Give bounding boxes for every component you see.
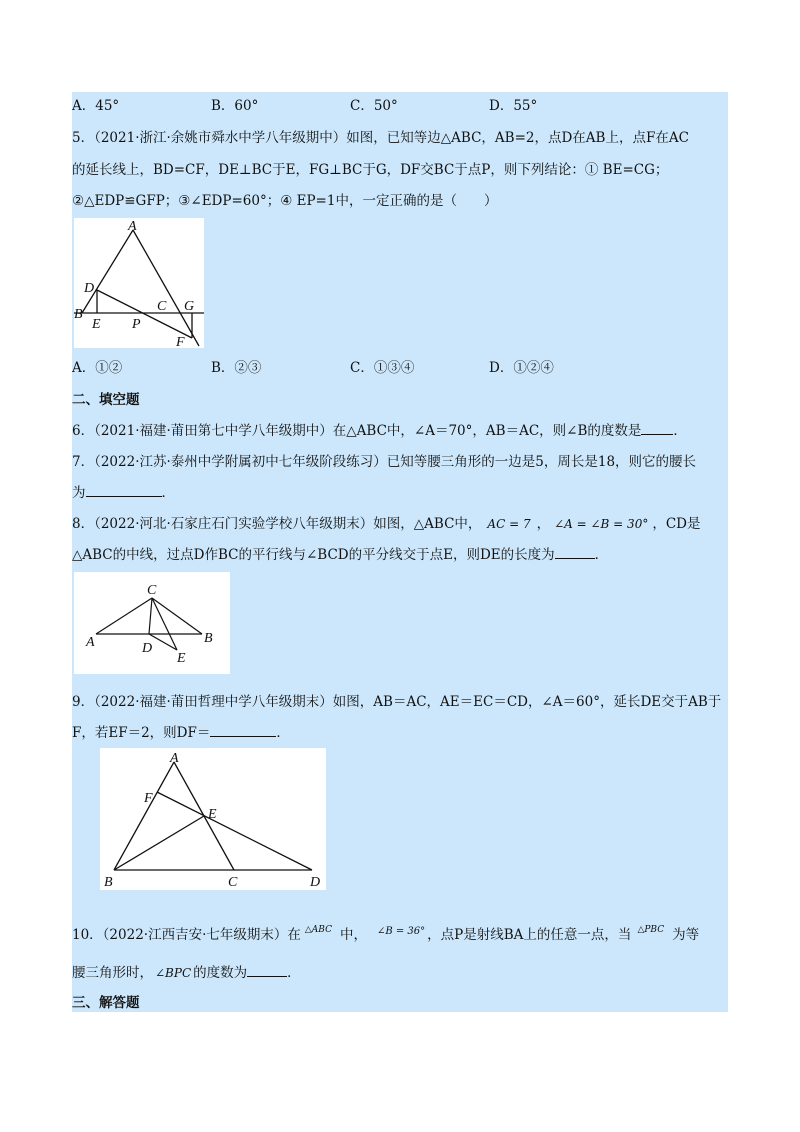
q6-text: 6．（2021·福建·莆田第七中学八年级期中）在△ABC中，∠A＝70°，AB＝AC，则∠B的度数是 — [72, 423, 642, 439]
q8-label-e: E — [177, 651, 186, 666]
q10-triangle-pbc: △PBC — [637, 925, 665, 935]
q8-label-d: D — [142, 641, 153, 656]
q9-label-b: B — [104, 875, 113, 890]
q9-label-a: A — [170, 751, 179, 766]
q10-angle-b: ∠B = 36° — [376, 926, 426, 937]
q5-line-1: 5．（2021·浙江·余姚市舜水中学八年级期中）如图，已知等边△ABC，AB=2，点D在AB上，点F在AC — [72, 130, 689, 146]
q5-label-b: B — [74, 307, 83, 322]
q6-line — [72, 420, 728, 441]
q10-end: ． — [287, 965, 301, 981]
q8-line-1a: 8．（2022·河北·石家庄石门实验学校八年级期末）如图，△ABC中， — [72, 516, 482, 532]
q5-label-e: E — [92, 317, 101, 332]
q9-label-e: E — [208, 807, 217, 822]
q10-line-2 — [72, 962, 728, 983]
q7-line-2-text: 为 — [72, 485, 86, 501]
q10-line-2b: 的度数为 — [193, 965, 248, 981]
q5-label-a: A — [128, 219, 137, 234]
q8-label-a: A — [86, 635, 95, 650]
q9-end: ． — [276, 725, 290, 741]
q9-line-2-text: F，若EF＝2，则DF＝ — [72, 725, 211, 741]
q6-answer-blank[interactable] — [641, 420, 673, 435]
q5-label-f: F — [176, 335, 185, 348]
q7-line-2 — [72, 482, 728, 503]
q10-mid-1: 中， — [339, 927, 367, 943]
section-title-solutions: 三、解答题 — [72, 995, 140, 1011]
q7-answer-blank[interactable] — [86, 482, 162, 497]
q9-label-f: F — [144, 791, 153, 806]
q10-mid-2: ，点P是射线BA上的任意一点，当 — [427, 927, 632, 943]
q5-choice-b[interactable]: B．②③ — [211, 360, 262, 376]
q8-label-c: C — [147, 583, 157, 598]
q5-choice-d[interactable]: D．①②④ — [489, 360, 554, 376]
q9-label-d: D — [310, 875, 321, 890]
q10-answer-blank[interactable] — [247, 962, 287, 977]
q6-end: ． — [673, 423, 687, 439]
q5-label-p: P — [132, 317, 141, 332]
q5-figure — [74, 218, 204, 348]
q4-choice-d[interactable]: D．55° — [489, 98, 538, 114]
q8-line-2 — [72, 544, 728, 565]
q8-math-ac: AC = 7 — [487, 517, 531, 531]
q4-choice-a[interactable]: A．45° — [72, 98, 120, 114]
q9-line-2 — [72, 722, 728, 743]
q7-line-1: 7．（2022·江苏·泰州中学附属初中七年级阶段练习）已知等腰三角形的一边是5，周长是18，则它的腰长 — [72, 454, 697, 470]
q8-line-1b: ，CD是 — [652, 516, 701, 532]
q9-label-c: C — [228, 875, 238, 890]
q5-choice-c[interactable]: C．①③④ — [350, 360, 415, 376]
q10-angle-bpc: ∠BPC — [155, 966, 192, 980]
q8-label-b: B — [204, 631, 213, 646]
q8-answer-blank[interactable] — [555, 544, 595, 559]
q5-choices — [72, 358, 728, 378]
q5-label-g: G — [184, 299, 195, 314]
q8-end: ． — [594, 547, 609, 563]
section-title-fill-in: 二、填空题 — [72, 392, 140, 408]
q4-choice-c[interactable]: C．50° — [350, 98, 398, 114]
q4-choices — [72, 96, 728, 116]
q9-line-1: 9．（2022·福建·莆田哲理中学八年级期末）如图，AB＝AC，AE＝EC＝CD，∠A＝60°，延长DE交于AB于 — [72, 694, 722, 710]
q8-math-angles: ∠A = ∠B = 30° — [554, 517, 649, 531]
q7-end: ． — [161, 485, 175, 501]
q10-line-1b: 为等 — [672, 927, 700, 943]
q5-line-3: ②△EDP≌GFP；③∠EDP=60°；④ EP=1中，一定正确的是（ ） — [72, 193, 498, 209]
q10-line-2a: 腰三角形时， — [72, 965, 153, 981]
q5-choice-a[interactable]: A．①② — [72, 360, 123, 376]
q10-line-1 — [72, 920, 728, 945]
q8-line-2-text: △ABC的中线，过点D作BC的平行线与∠BCD的平分线交于点E，则DE的长度为 — [72, 547, 555, 563]
q5-label-c: C — [157, 299, 167, 314]
q8-figure — [74, 572, 230, 674]
q9-answer-blank[interactable] — [210, 722, 276, 737]
q5-line-2: 的延长线上，BD=CF，DE⊥BC于E，FG⊥BC于G，DF交BC于点P，则下列结论：① BE=CG； — [72, 162, 669, 178]
q10-line-1a: 10．（2022·江西吉安·七年级期末）在 — [72, 927, 301, 943]
q10-triangle-abc: △ABC — [304, 925, 332, 935]
q8-line-1: 8．（2022·河北·石家庄石门实验学校八年级期末）如图，△ABC中， AC = 7 ， ∠A = ∠B = 30° ，CD是 — [72, 516, 701, 532]
q9-figure — [100, 748, 326, 890]
q4-choice-b[interactable]: B．60° — [211, 98, 259, 114]
q5-label-d: D — [84, 281, 95, 296]
